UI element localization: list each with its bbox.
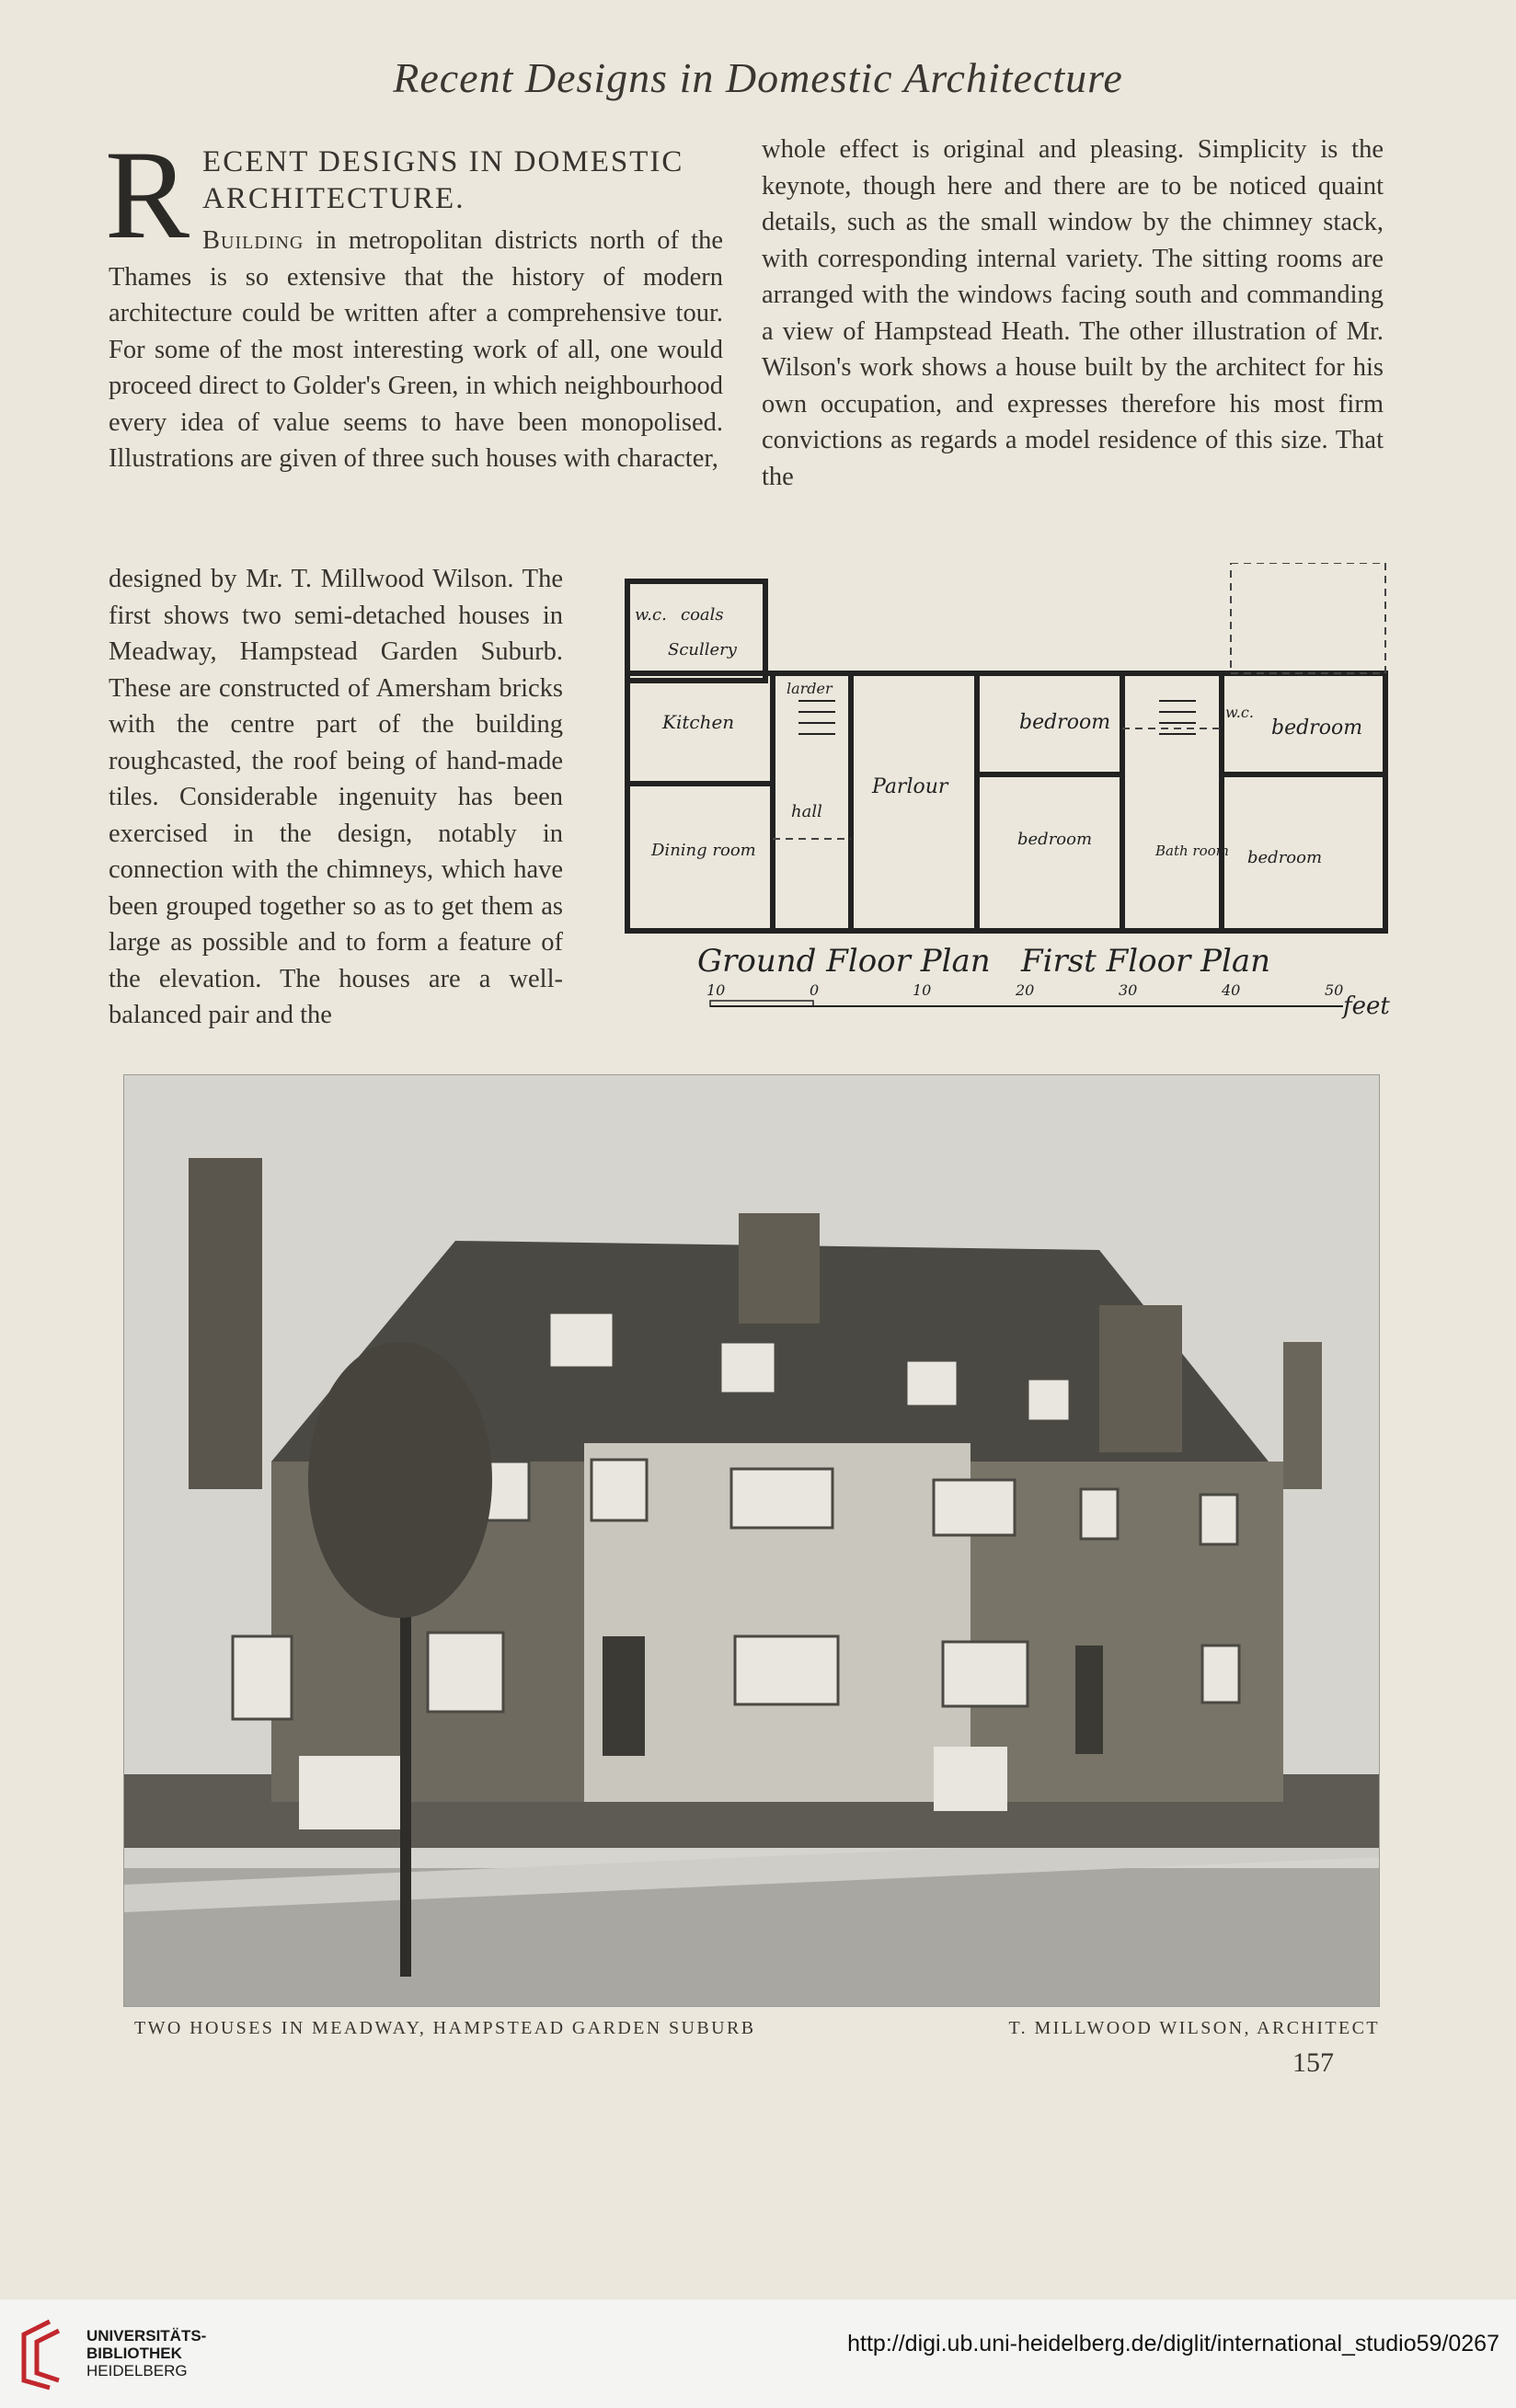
room-label-kitchen: Kitchen [662,711,735,733]
scale-tick-label-3: 10 [913,981,932,999]
photo-chimney-right [1099,1305,1182,1452]
article-heading-line1: ECENT DESIGNS IN DOMESTIC [202,145,684,178]
photo-tree-foliage [308,1342,492,1618]
photo-window-lower-2 [428,1633,503,1712]
photo-chimney-centre [739,1213,820,1324]
floor-plan-figure [607,563,1417,1023]
page-number: 157 [1292,2047,1334,2078]
photo-door-right [1075,1645,1103,1754]
article-paragraph-1 [109,223,723,477]
running-head: Recent Designs in Domestic Architecture [393,54,1123,101]
photo-caption-title: TWO HOUSES IN MEADWAY, HAMPSTEAD GARDEN SUBURB [134,2018,756,2038]
photo-window-upper-2 [591,1460,647,1520]
ground-plan-scullery-block [627,581,765,681]
right-column-text: whole effect is original and pleasing. Simplicity is the keynote, though here and there are to be noticed quaint details, such as the small window by the chimney stack, with corresponding internal variety. The sitting rooms are arranged with the windows facing south and commanding a view of Hampstead Heath. The other illustration of Mr. Wilson's work shows a house built by the architect for his own occupation, and expresses therefore his most firm convictions as regards a model residence of this size. That the [762,135,1384,491]
library-name [86,2327,206,2379]
room-label-bedroom-2: bedroom [1271,717,1363,740]
photo-door-left [603,1636,645,1756]
logo-bracket-inner [37,2331,59,2380]
ground-floor-plan-title: Ground Floor Plan [697,943,991,980]
photo-fence-left [299,1756,400,1829]
left-narrow-text: designed by Mr. T. Millwood Wilson. The first shows two semi-detached houses in Meadway, Hampstead Garden Suburb. These are constructed of Amersham bricks with the centre part of the building roughcasted, the roof being of hand-made tiles. Considerable ingenuity has been exercised in the design, notably in connection with the chimneys, which have been grouped together so as to get them as large as possible and to form a feature of the elevation. The houses are a well-balanced pair and the [109,565,563,1029]
house-photograph [123,1074,1380,2007]
room-label-parlour: Parlour [872,775,948,798]
photo-window-lower-5 [1202,1645,1239,1703]
room-label-bedroom-4: bedroom [1247,848,1323,867]
room-label-scullery: Scullery [668,640,737,659]
photo-window-upper-6 [1200,1495,1237,1544]
first-floor-plan-title: First Floor Plan [1021,943,1271,980]
article-left-narrow [109,561,563,1034]
room-label-larder: larder [787,680,833,697]
photo-window-upper-5 [1081,1489,1118,1539]
room-label-bedroom-3: bedroom [1017,830,1093,849]
photo-dormer-window-2 [720,1342,775,1393]
photo-dormer-window-3 [906,1360,958,1406]
house-photograph-rendering [124,1075,1379,2006]
room-label-hall: hall [791,802,822,821]
library-name-line2: BIBLIOTHEK [86,2345,182,2362]
digital-library-url-link[interactable]: http://digi.ub.uni-heidelberg.de/diglit/international_studio59/0267 [847,2331,1499,2356]
scale-unit-label: feet [1343,992,1390,1020]
photo-chimney-left [189,1158,262,1489]
article-right-column [762,132,1384,495]
photo-window-lower-4 [943,1642,1028,1706]
scale-tick-label-1: 10 [706,981,726,999]
photo-dormer-window-4 [1028,1379,1070,1421]
room-label-wc-first: w.c. [1225,704,1254,721]
scale-tick-label-5: 30 [1119,981,1138,999]
scale-tick-label-2: 0 [810,981,820,999]
scale-tick-label-4: 20 [1016,981,1035,999]
article-opening [105,124,723,477]
first-plan-dashed-extension [1231,563,1385,673]
room-label-bedroom-1: bedroom [1019,711,1111,734]
scale-tick-label-7: 50 [1325,981,1344,999]
scale-tick-label-6: 40 [1222,981,1241,999]
photo-window-upper-4 [934,1480,1015,1535]
room-label-bath: Bath room [1155,843,1229,859]
photo-fence-centre [934,1747,1007,1811]
article-heading [109,140,723,217]
photo-window-upper-3 [731,1469,833,1528]
room-label-wc: w.c. [635,605,667,625]
floor-plan-drawing [607,563,1417,1023]
room-label-coals: coals [681,605,724,625]
photo-dormer-window-1 [549,1313,614,1368]
photo-chimney-far-right [1283,1342,1322,1489]
photo-caption-architect: T. MILLWOOD WILSON, ARCHITECT [1008,2018,1380,2038]
photo-window-lower-1 [233,1636,292,1719]
university-library-logo-icon[interactable] [13,2316,77,2393]
library-footer [0,2299,1516,2408]
left-top-text: in metropolitan districts north of the Thames is so extensive that the history of modern architecture could be written after a comprehensive tour. For some of the most interesting work of all, one would proceed direct to Golder's Green, in which neighbourhood every idea of value seems to have been monopolised. Illustrations are given of three such houses with character, [109,226,723,473]
library-name-line1: UNIVERSITÄTS- [86,2327,207,2345]
article-heading-line2: ARCHITECTURE. [202,182,465,215]
library-name-line3: HEIDELBERG [86,2362,188,2379]
lead-word: Building [202,226,304,255]
room-label-dining: Dining room [651,841,756,860]
scale-bar [706,981,1390,1020]
photo-window-lower-3 [735,1636,838,1704]
drop-cap: R [105,124,190,265]
